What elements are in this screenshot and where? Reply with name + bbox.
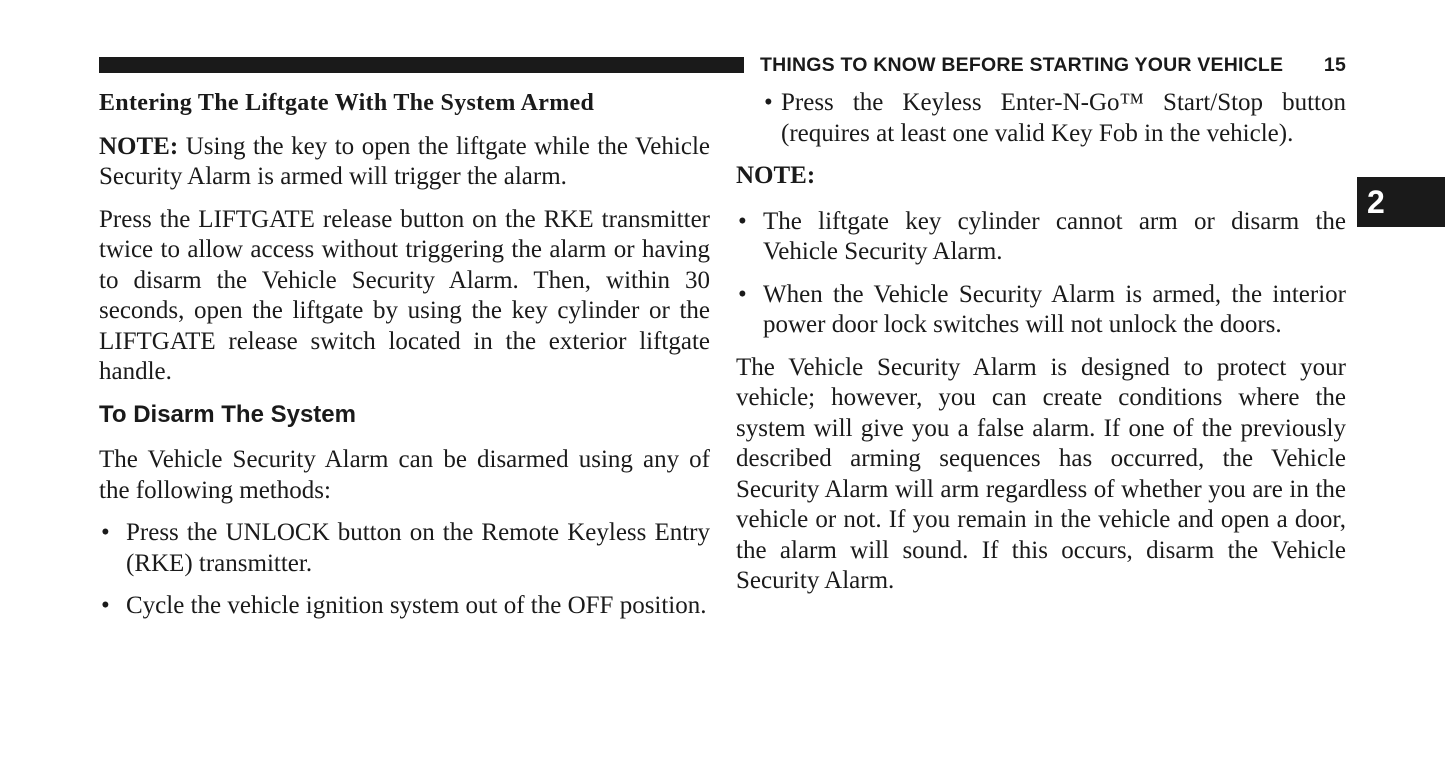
list-item-text: Cycle the vehicle ignition system out of the OFF position. bbox=[126, 592, 707, 619]
section-heading-disarm: To Disarm The System bbox=[99, 400, 356, 428]
disarm-methods-list-continued bbox=[736, 88, 1346, 149]
note-label-right: NOTE: bbox=[736, 162, 816, 189]
disarm-methods-list bbox=[99, 518, 710, 622]
list-item-text: When the Vehicle Security Alarm is armed, the interior power door lock switches will not unlock the doors. bbox=[763, 280, 1346, 338]
list-item bbox=[736, 88, 1346, 149]
note-liftgate bbox=[99, 132, 710, 193]
bullet-icon: • bbox=[738, 280, 747, 308]
left-column bbox=[99, 88, 710, 634]
note-list bbox=[736, 207, 1346, 341]
header-rule bbox=[99, 57, 744, 73]
list-item-text: The liftgate key cylinder cannot arm or disarm the Vehicle Security Alarm. bbox=[763, 207, 1346, 265]
paragraph-disarm-intro: The Vehicle Security Alarm can be disarmed using any of the following methods: bbox=[99, 446, 710, 504]
bullet-icon: • bbox=[101, 519, 110, 546]
right-column bbox=[736, 88, 1346, 609]
paragraph-liftgate-access: Press the LIFTGATE release button on the RKE transmitter twice to allow access without triggering the alarm or having to disarm the Vehicle Security Alarm. Then, within 30 seconds, open the liftgate by using the key cylinder or the LIFTGATE release switch located in the exterior liftgate handle. bbox=[99, 205, 710, 385]
bullet-icon: • bbox=[738, 207, 747, 235]
list-item bbox=[99, 591, 710, 622]
running-head-title: THINGS TO KNOW BEFORE STARTING YOUR VEHICLE bbox=[760, 54, 1284, 76]
note-text: Using the key to open the liftgate while the Vehicle Security Alarm is armed will trigger the alarm. bbox=[99, 132, 710, 190]
page-number: 15 bbox=[1323, 54, 1346, 76]
list-item bbox=[99, 518, 710, 579]
section-heading-liftgate: Entering The Liftgate With The System Armed bbox=[99, 90, 595, 116]
list-item-text: Press the UNLOCK button on the Remote Keyless Entry (RKE) transmitter. bbox=[126, 519, 710, 577]
paragraph-false-alarm: The Vehicle Security Alarm is designed to protect your vehicle; however, you can create conditions where the system will give you a false alarm. If one of the previously described arming sequences has occurred, the Vehicle Security Alarm will arm regardless of whether you are in the vehicle or not. If you remain in the vehicle and open a door, the alarm will sound. If this occurs, disarm the Vehicle Security Alarm. bbox=[736, 353, 1346, 594]
bullet-icon: • bbox=[101, 592, 110, 619]
running-head bbox=[760, 54, 1346, 77]
list-item bbox=[736, 207, 1346, 268]
list-item-text: Press the Keyless Enter-N-Go™ Start/Stop button (requires at least one valid Key Fob in the vehicle). bbox=[781, 89, 1346, 147]
list-item bbox=[736, 280, 1346, 341]
bullet-icon: • bbox=[764, 89, 773, 116]
chapter-tab: 2 bbox=[1357, 177, 1445, 227]
note-label: NOTE: bbox=[99, 132, 179, 160]
